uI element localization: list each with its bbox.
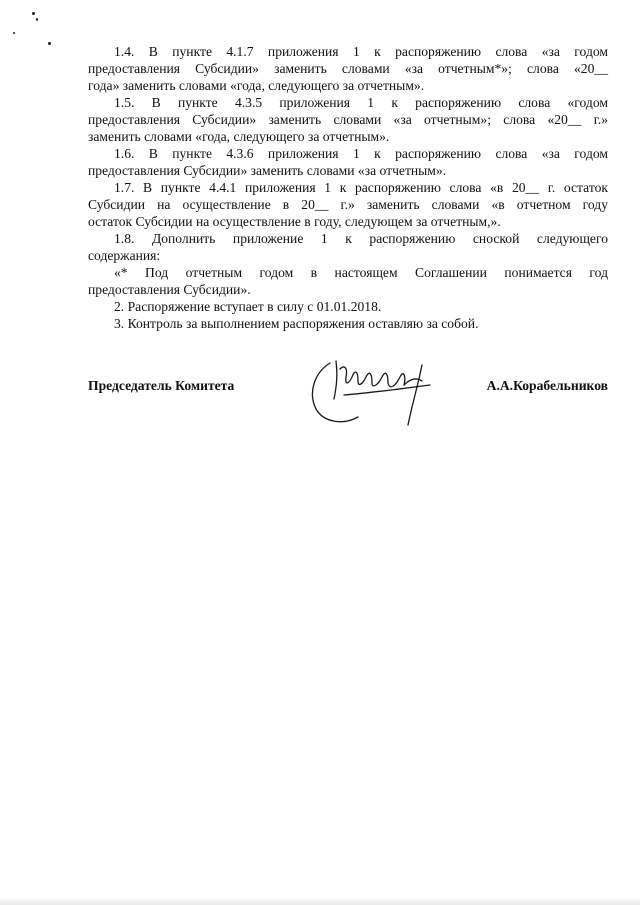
document-body <box>88 43 608 332</box>
scan-speck <box>36 18 38 21</box>
paragraph-1-7 <box>88 179 608 230</box>
text-line: предоставления Субсидии» заменить словами «за отчетным». <box>88 163 447 178</box>
text-line: 1.5. В пункте 4.3.5 приложения 1 к распоряжению слова «годом <box>114 95 608 110</box>
text-line: 2. Распоряжение вступает в силу с 01.01.2018. <box>114 299 382 314</box>
paragraph-1-5 <box>88 94 608 145</box>
text-line: остаток Субсидии на осуществление в году, следующем за отчетным,». <box>88 214 501 229</box>
paragraph-2 <box>88 298 608 315</box>
text-line: 1.7. В пункте 4.4.1 приложения 1 к распоряжению слова «в 20__ г. остаток <box>114 180 608 195</box>
text-line: 1.6. В пункте 4.3.6 приложения 1 к распоряжению слова «за годом <box>114 146 608 161</box>
scan-bottom-edge <box>0 897 640 905</box>
text-line: «* Под отчетным годом в настоящем Соглашении понимается год <box>114 265 608 280</box>
text-line: предоставления Субсидии». <box>88 282 251 297</box>
text-line: года» заменить словами «года, следующего за отчетным». <box>88 78 425 93</box>
text-line: предоставления Субсидии» заменить словами «за отчетным*»; слова «20__ <box>88 61 608 76</box>
paragraph-1-6 <box>88 145 608 179</box>
text-line: 3. Контроль за выполнением распоряжения оставляю за собой. <box>114 316 479 331</box>
paragraph-footnote <box>88 264 608 298</box>
text-line: 1.8. Дополнить приложение 1 к распоряжению сноской следующего <box>114 231 608 246</box>
paragraph-1-4 <box>88 43 608 94</box>
scan-speck <box>13 32 15 34</box>
signature-block <box>88 378 608 398</box>
text-line: предоставления Субсидии» заменить словами «за отчетным»; слова «20__ г.» <box>88 112 608 127</box>
text-line: 1.4. В пункте 4.1.7 приложения 1 к распоряжению слова «за годом <box>114 44 608 59</box>
paragraph-1-8 <box>88 230 608 264</box>
scan-speck <box>32 12 35 15</box>
text-line: заменить словами «года, следующего за отчетным». <box>88 129 390 144</box>
signatory-title: Председатель Комитета <box>88 378 235 393</box>
scan-speck <box>48 42 51 45</box>
paragraph-3 <box>88 315 608 332</box>
signatory-name: А.А.Корабельников <box>486 378 608 393</box>
text-line: Субсидии на осуществление в 20__ г.» заменить словами «в отчетном году <box>88 197 608 212</box>
text-line: содержания: <box>88 248 161 263</box>
